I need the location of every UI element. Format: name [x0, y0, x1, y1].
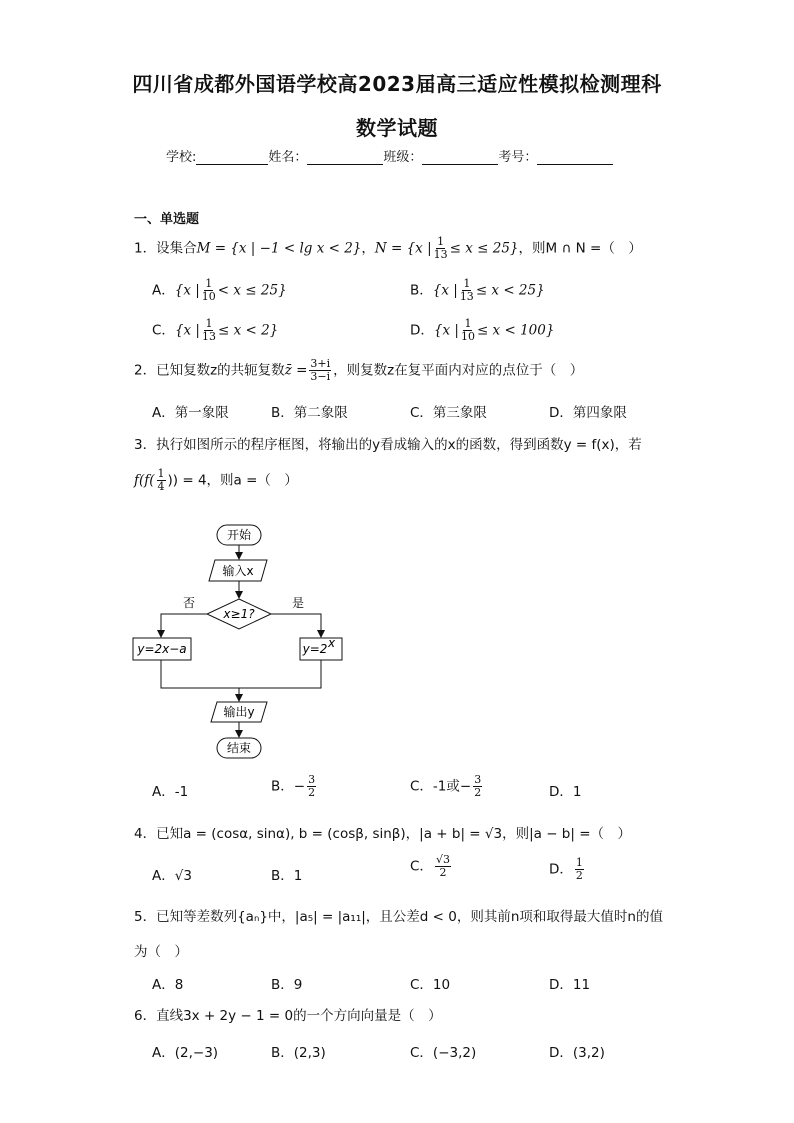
frac-num: 1 — [463, 277, 471, 290]
exam-title-line2: 数学试题 — [356, 116, 438, 140]
flow-input-label: 输入x — [222, 564, 254, 578]
q2-option-a[interactable]: A．第一象限 — [152, 405, 229, 421]
frac-den: 10 — [460, 330, 475, 343]
option-label: C． — [410, 858, 433, 875]
q3-fraction — [157, 468, 166, 493]
program-flowchart — [125, 515, 355, 765]
q2-option-d[interactable]: D．第四象限 — [549, 405, 627, 421]
q3-option-b[interactable] — [271, 774, 318, 799]
q1-ask: ，则M ∩ N =（ ） — [518, 240, 642, 257]
q4-option-d[interactable] — [549, 857, 586, 882]
frac-den: 13 — [201, 330, 216, 343]
option-fraction — [461, 318, 475, 343]
flow-decision-label: x≥1? — [223, 607, 255, 621]
option-fraction — [307, 774, 316, 799]
name-label: 姓名： — [268, 150, 308, 165]
option-pre: {x | — [174, 282, 200, 299]
frac-den: 2 — [439, 866, 447, 879]
frac-num: 1 — [205, 317, 213, 330]
flow-right-label: y=2 — [302, 642, 328, 656]
class-field[interactable] — [422, 150, 498, 165]
q3-expr-pre: f(f( — [134, 472, 155, 489]
q1-option-d[interactable] — [410, 318, 554, 343]
question-1 — [134, 236, 642, 261]
q5-option-a[interactable]: A．8 — [152, 977, 184, 993]
option-pre: {x | — [432, 282, 458, 299]
q6-option-d[interactable]: D．(3,2) — [549, 1045, 605, 1061]
q3-option-a[interactable]: A．-1 — [152, 784, 189, 800]
q4-option-c[interactable] — [410, 854, 453, 879]
option-post: ≤ x < 25} — [475, 282, 545, 299]
q1-set-n-post: ≤ x ≤ 25} — [449, 240, 519, 257]
option-fraction — [473, 774, 482, 799]
q6-option-b[interactable]: B．(2,3) — [271, 1045, 326, 1061]
frac-den: 2 — [575, 869, 583, 882]
flow-left-label: y=2x−a — [137, 642, 187, 656]
q1-sep: ， — [361, 240, 375, 257]
option-label: A． — [152, 282, 175, 299]
name-field[interactable] — [307, 150, 383, 165]
question-2 — [134, 358, 583, 383]
option-pre: {x | — [174, 322, 200, 339]
question-5-line2: 为（ ） — [134, 944, 188, 960]
option-label: C． — [152, 322, 175, 339]
option-pre: {x | — [433, 322, 459, 339]
q4-option-a[interactable]: A．√3 — [152, 868, 192, 884]
q1-set-n-pre: N = {x | — [374, 240, 432, 257]
q2-zbar: z̄ = — [284, 362, 308, 379]
school-field[interactable] — [196, 150, 268, 165]
option-text: B．− — [271, 778, 306, 795]
frac-num: 1 — [464, 317, 472, 330]
q1-prefix: 1．设集合 — [134, 240, 197, 257]
q1-frac-num: 1 — [437, 235, 445, 248]
option-fraction — [575, 857, 584, 882]
q1-frac-den: 13 — [433, 248, 448, 261]
question-3-line2 — [134, 468, 298, 493]
frac-num: 1 — [205, 277, 213, 290]
q6-option-a[interactable]: A．(2,−3) — [152, 1045, 219, 1061]
frac-num: 3 — [308, 773, 316, 786]
frac-den: 13 — [459, 290, 474, 303]
q5-option-b[interactable]: B．9 — [271, 977, 303, 993]
q5-option-d[interactable]: D．11 — [549, 977, 591, 993]
question-5-line1: 5．已知等差数列{aₙ}中，|a₅| = |a₁₁|，且公差d < 0，则其前n项和取得最大值时n的值 — [134, 909, 663, 925]
flow-no-label: 否 — [182, 596, 196, 610]
option-label: D． — [410, 322, 434, 339]
option-post: ≤ x < 2} — [217, 322, 279, 339]
question-3-line1: 3．执行如图所示的程序框图，将输出的y看成输入的x的函数，得到函数y = f(x)，若 — [134, 437, 642, 453]
option-label: B． — [410, 282, 433, 299]
q2-prefix: 2．已知复数z的共轭复数 — [134, 362, 285, 379]
flow-yes-label: 是 — [291, 596, 305, 610]
frac-den: 2 — [474, 786, 482, 799]
option-text: C．-1或− — [410, 778, 472, 795]
q1-option-a[interactable] — [152, 278, 287, 303]
student-info-line — [166, 146, 613, 165]
flow-merge-line — [161, 660, 321, 688]
q3-option-c[interactable] — [410, 774, 484, 799]
q2-frac-num: 3+i — [310, 357, 331, 370]
q6-option-c[interactable]: C．(−3,2) — [410, 1045, 477, 1061]
q2-option-b[interactable]: B．第二象限 — [271, 405, 348, 421]
q4-option-b[interactable]: B．1 — [271, 868, 303, 884]
q2-option-c[interactable]: C．第三象限 — [410, 405, 487, 421]
section-heading: 一、单选题 — [134, 212, 200, 227]
exam-title-line1: 四川省成都外国语学校高2023届高三适应性模拟检测理科 — [132, 72, 662, 96]
flow-yes-branch — [271, 614, 321, 637]
q5-option-c[interactable]: C．10 — [410, 977, 451, 993]
class-label: 班级： — [383, 150, 423, 165]
q3-frac-num: 1 — [157, 467, 165, 480]
q2-frac-den: 3−i — [310, 370, 331, 383]
q1-set-m: M = {x | −1 < lg x < 2} — [196, 240, 362, 257]
question-4: 4．已知a = (cosα, sinα), b = (cosβ, sinβ)，|a + b| = √3，则|a − b| =（ ） — [134, 826, 632, 842]
school-label: 学校: — [166, 150, 197, 165]
q3-frac-den: 4 — [157, 480, 165, 493]
frac-num: 3 — [474, 773, 482, 786]
option-fraction — [202, 278, 216, 303]
flow-right-exponent: x — [328, 636, 336, 650]
q3-expr-post: )) = 4，则a =（ ） — [167, 472, 298, 489]
option-fraction — [202, 318, 216, 343]
q3-option-d[interactable]: D．1 — [549, 784, 582, 800]
flow-no-branch — [161, 614, 207, 637]
option-fraction — [460, 278, 474, 303]
flow-end-label: 结束 — [226, 741, 252, 755]
q1-option-b[interactable] — [410, 278, 545, 303]
option-post: ≤ x < 100} — [476, 322, 555, 339]
option-post: < x ≤ 25} — [217, 282, 287, 299]
frac-den: 2 — [308, 786, 316, 799]
option-label: D． — [549, 861, 573, 878]
question-6: 6．直线3x + 2y − 1 = 0的一个方向向量是（ ） — [134, 1008, 442, 1024]
q1-fraction — [434, 236, 448, 261]
flow-output-label: 输出y — [223, 705, 255, 719]
option-fraction — [435, 854, 451, 879]
flow-start-label: 开始 — [226, 528, 252, 542]
frac-num: 1 — [575, 856, 583, 869]
frac-den: 10 — [201, 290, 216, 303]
q2-suffix: ，则复数z在复平面内对应的点位于（ ） — [333, 362, 584, 379]
id-label: 考号： — [498, 150, 538, 165]
q1-option-c[interactable] — [152, 318, 278, 343]
q2-fraction — [309, 358, 331, 383]
id-field[interactable] — [537, 150, 613, 165]
frac-num: √3 — [435, 853, 450, 866]
